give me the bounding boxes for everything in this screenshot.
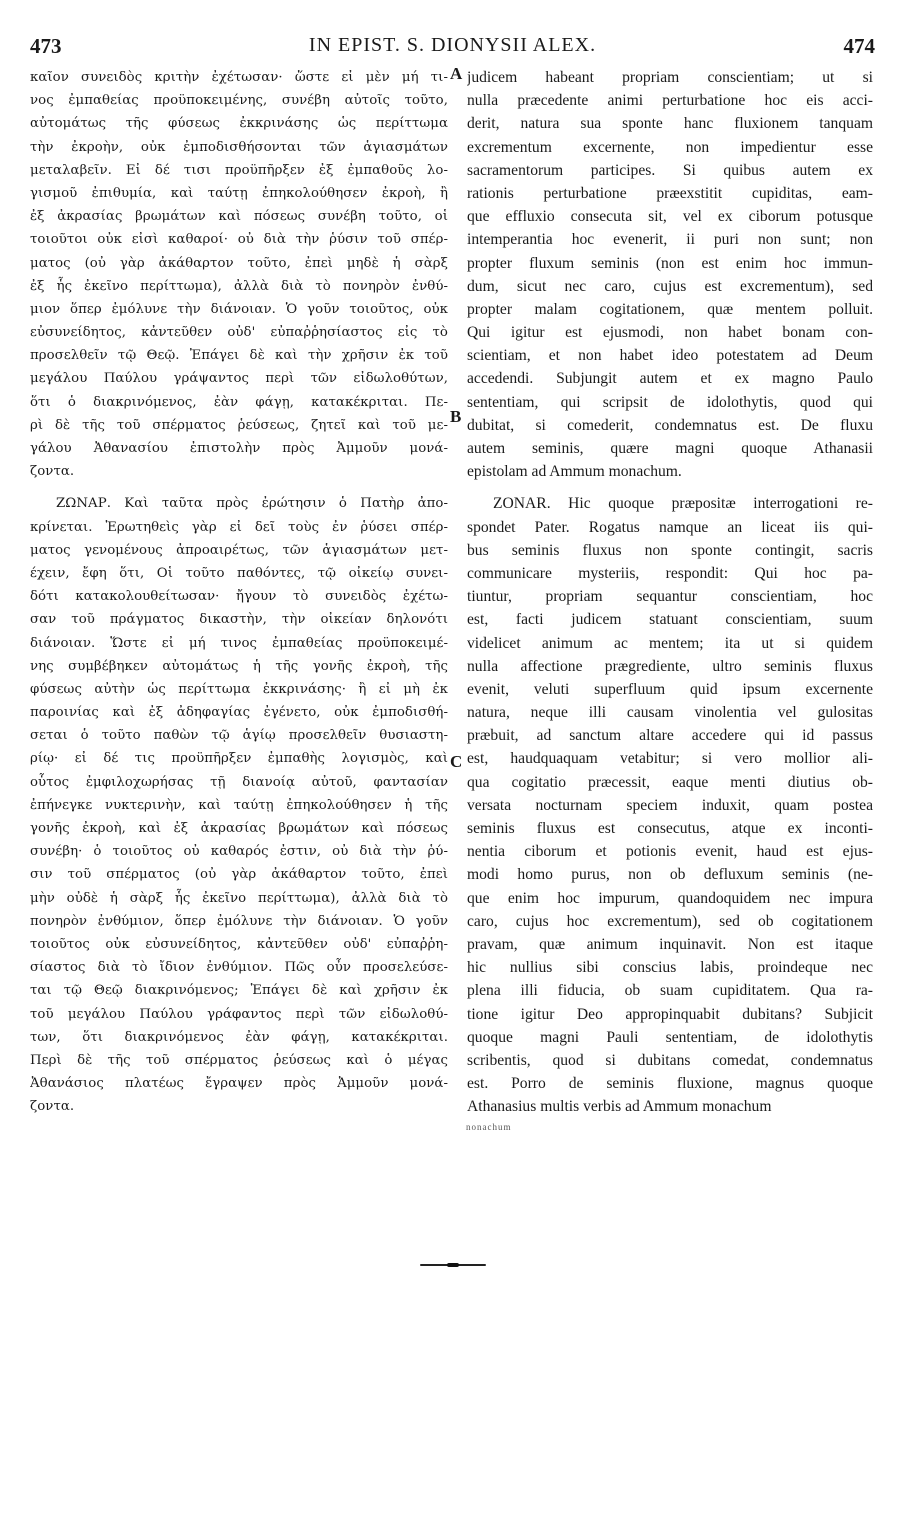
text-line: plena illi fiducia, ob suam cupiditatem. Qua ra- xyxy=(467,982,873,1000)
text-line: scribentis, quod si dubitans comedat, condemnatus xyxy=(467,1051,873,1069)
text-line: spondet Pater. Rogatus namque an liceat iis qui- xyxy=(467,518,873,536)
paragraph xyxy=(467,492,873,1118)
text-line: ρὶ δὲ τῆς τοῦ σπέρματος ῥεύσεως, ζητεῖ καὶ τοῦ με- xyxy=(30,417,448,433)
text-line: epistolam ad Ammum monachum. xyxy=(467,463,682,481)
text-line: ZONAR. Hic quoque præpositæ interrogationi re- xyxy=(493,495,873,513)
text-line: πονηρὸν ἐνθύμιον, ὅπερ ἐμόλυνε τὴν διάνοιαν. Ὁ γοῦν xyxy=(30,913,448,929)
text-line: nentia ciborum et potionis evenit, haud est ejus- xyxy=(467,843,873,861)
text-line: ματος γενομένους ἀπροαιρέτως, τῶν ἁγιασμάτων μετ- xyxy=(30,542,448,558)
text-line: est. Porro de seminis fluxione, magnus quoque xyxy=(467,1075,873,1093)
greek-column xyxy=(30,66,448,1118)
text-line: judicem habeant propriam conscientiam; ut si xyxy=(467,69,873,86)
margin-marker-a: A xyxy=(450,64,463,83)
text-line: est, facti judicem statuant conscientiam, suum xyxy=(467,611,873,629)
page-number-left: 473 xyxy=(30,34,62,58)
paragraph-gap xyxy=(467,483,873,492)
text-line: accedendi. Subjungit autem et ex magno Paulo xyxy=(467,370,873,388)
text-line: ζοντα. xyxy=(30,1099,75,1115)
text-line: προσελθεῖν τῷ Θεῷ. Ἐπάγει δὲ καὶ τὴν χρῆσιν ἐκ τοῦ xyxy=(30,348,448,364)
text-line: ἐπήνεγκε νυκτερινὴν, καὶ ταύτῃ ἐπηκολούθησεν ἡ τῆς xyxy=(30,797,448,813)
text-line: modi homo purus, non ob defluxum seminis (ne- xyxy=(467,866,873,884)
paragraph-gap xyxy=(30,483,448,492)
margin-marker-c: C xyxy=(450,752,463,771)
text-line: γονῆς ἐκροὴ, καὶ ἐξ ἀκρασίας βρωμάτων καὶ πόσεως xyxy=(30,821,448,836)
text-line: γισμοῦ ἐπιθυμία, καὶ ταύτῃ ἐπηκολούθησεν ἐκροὴ, ἢ xyxy=(30,185,448,201)
text-line: παροινίας καὶ ἐξ ἀδηφαγίας ἐγένετο, οὐκ ἐμποδισθή- xyxy=(30,705,448,721)
page-number-right: 474 xyxy=(843,34,875,58)
text-line: νης συμβέβηκεν αὐτομάτως ἡ τῆς γονῆς ἐκροὴ, τῆς xyxy=(30,658,448,674)
text-line: κρίνεται. Ἐρωτηθεὶς γὰρ εἰ δεῖ τοὺς ἐν ῥύσει σπέρ- xyxy=(30,519,448,535)
text-line: propter malam cogitationem, quæ mentem polluit. xyxy=(467,300,873,318)
text-line: versata nocturnam speciem induxit, quam postea xyxy=(467,796,873,814)
text-line: derit, natura sua sponte hanc fluxionem tanquam xyxy=(467,115,873,133)
text-line: sacramentorum participes. Si quibus autem ex xyxy=(467,161,873,179)
text-line: μὴν οὐδὲ ἡ σὰρξ ἧς ἐκεῖνο περίττωμα), ἀλλὰ διὰ τὸ xyxy=(30,890,448,906)
latin-column xyxy=(467,66,873,1118)
end-ornament xyxy=(420,1263,486,1267)
text-line: τοιοῦτοι οὐκ εἰσὶ καθαροί· οὐ διὰ τὴν ῥύσιν τοῦ σπέρ- xyxy=(30,232,448,248)
text-line: σιν τοῦ σπέρματος (οὐ γὰρ ἀκάθαρτον τοῦτο, ἐπεὶ xyxy=(30,867,448,883)
text-line: εὐσυνείδητος, κἀντεῦθεν οὐδ' εὐπαῤῥησίαστος εἰς τὸ xyxy=(30,325,448,341)
text-line: ται τῷ Θεῷ διακρινόμενος; Ἐπάγει δὲ καὶ χρῆσιν ἐκ xyxy=(30,983,448,999)
text-line: rationis perturbatione præexstitit cupiditas, eam- xyxy=(467,184,873,202)
paragraph xyxy=(467,66,873,483)
text-line: των, ὅτι διακρινόμενος ἐὰν φάγῃ, κατακέκριται. xyxy=(30,1029,448,1045)
text-line: φύσεως αὐτὴν ὡς περίττωμα ἐκκρινάσης· ἢ εἰ μὴ ἐκ xyxy=(30,681,448,697)
text-line: συνέβη· ὁ τοιοῦτος οὐ καθαρός ἐστιν, οὐ διὰ τὴν ῥύ- xyxy=(30,844,448,860)
text-line: tiuntur, propriam sequantur conscientiam, hoc xyxy=(467,588,873,606)
text-line: αὐτομάτως τῆς φύσεως ἐκκρινάσης ὡς περίττωμα xyxy=(30,116,448,132)
text-line: Qui igitur est ejusmodi, non habet bonam con- xyxy=(467,324,873,342)
paragraph xyxy=(30,492,448,1118)
text-line: οὗτος ἐμφιλοχωρήσας τῇ διανοίᾳ αὐτοῦ, φαντασίαν xyxy=(30,774,448,790)
text-line: σίαστος διὰ τὸ ἴδιον ἐνθύμιον. Πῶς οὖν προσελεύσε- xyxy=(30,960,448,976)
text-line: dubitat, si comederit, condemnatus est. De fluxu xyxy=(467,416,873,434)
text-line: ὅτι ὁ διακρινόμενος, ἐὰν φάγῃ, κατακέκριται. Πε- xyxy=(30,394,448,410)
text-line: μεταλαβεῖν. Εἰ δέ τισι προϋπῆρξεν ἐξ ἐμπαθοῦς λο- xyxy=(30,162,448,178)
text-line: evenit, veluti superfluum quid ipsum excernente xyxy=(467,680,873,698)
text-line: propter fluxum seminis (non est enim hoc immun- xyxy=(467,254,873,272)
text-line: tione igitur Deo appropinquabit dubitans? Subjicit xyxy=(467,1005,873,1023)
text-line: præbuit, ad sanctum altare accedere qui id passus xyxy=(467,727,873,745)
text-line: διάνοιαν. Ὥστε εἰ μή τινος ἐμπαθείας προϋποκειμέ- xyxy=(30,635,448,651)
text-line: σεται ὁ τοῦτο παθὼν τῷ ἁγίῳ προσελθεῖν θυσιαστη- xyxy=(30,728,448,744)
margin-marker-b: B xyxy=(450,407,462,426)
text-line: caro, cujus hoc excrementum), sed ob cogitationem xyxy=(467,912,873,930)
text-line: natura, neque illi causam vinolentia vel gulositas xyxy=(467,704,873,722)
text-line: ρίῳ· εἰ δέ τις προϋπῆρξεν ἐμπαθὴς λογισμὸς, καὶ xyxy=(30,751,448,767)
catchword: nonachum xyxy=(466,1122,512,1132)
text-line: dum, sicut nec caro, cujus est excrementum), sed xyxy=(467,277,873,295)
text-line: Athanasius multis verbis ad Ammum monachum xyxy=(467,1098,772,1116)
text-line: ματος (οὐ γὰρ ἀκάθαρτον τοῦτο, ἐπεὶ μηδὲ ἡ σὰρξ xyxy=(30,255,448,271)
text-line: ζοντα. xyxy=(30,464,75,480)
text-line: γάλου Ἀθανασίου ἐπιστολὴν πρὸς Ἀμμοῦν μονά- xyxy=(30,441,448,456)
text-line: τοιοῦτος οὐκ εὐσυνείδητος, κἀντεῦθεν οὐδ' εὐπαῤῥη- xyxy=(30,936,448,952)
text-line: μεγάλου Παύλου γράψαντος περὶ τῶν εἰδωλοθύτων, xyxy=(30,371,448,387)
text-line: autem seminis, quære magni quoque Athanasii xyxy=(467,440,873,457)
text-line: ἐξ ἧς ἐκεῖνο περίττωμα), ἀλλὰ διὰ τὸ πονηρὸν ἐνθύ- xyxy=(30,278,448,294)
text-line: communicare mysteriis, respondit: Qui hoc pa- xyxy=(467,564,873,582)
text-line: Περὶ δὲ τῆς τοῦ σπέρματος ῥεύσεως καὶ ὁ μέγας xyxy=(30,1052,448,1068)
text-line: videlicet animum ac mentem; ita ut si quidem xyxy=(467,634,873,652)
text-line: τὴν ἐκροὴν, οὐκ ἐμποδισθήσονται τῶν ἁγιασμάτων xyxy=(30,139,448,155)
text-line: ἐξ ἀκρασίας βρωμάτων καὶ πόσεως συνέβη τοῦτο, οἱ xyxy=(30,209,448,225)
text-line: bus seminis fluxus non sponte contingit, sacris xyxy=(467,541,873,559)
text-line: τοῦ μεγάλου Παύλου γράφαντος περὶ τῶν εἰδωλοθύ- xyxy=(30,1006,448,1022)
text-line: quoque magni Pauli sententiam, de idolothytis xyxy=(467,1028,873,1046)
text-line: intemperantia hoc evenerit, ii puri non sunt; non xyxy=(467,231,873,249)
running-header xyxy=(30,34,875,62)
text-line: scientiam, et non habet ideo potestatem ad Deum xyxy=(467,347,873,365)
text-line: ΖΩΝΑΡ. Καὶ ταῦτα πρὸς ἐρώτησιν ὁ Πατὴρ ἀπο- xyxy=(56,496,448,512)
text-line: hic nullius sibi conscius labis, proindeque nec xyxy=(467,959,873,977)
text-line: νος ἐμπαθείας προϋποκειμένης, συνέβη αὐτοῖς τοῦτο, xyxy=(30,93,448,109)
text-line: nulla affectione prægrediente, ultro seminis fluxus xyxy=(467,657,873,675)
text-line: Ἀθανάσιος πλατέως ἔγραψεν πρὸς Ἀμμοῦν μονά- xyxy=(30,1076,448,1092)
text-line: est, haudquaquam vetabitur; si vero mollior ali- xyxy=(467,750,873,768)
text-line: καῖον συνειδὸς κριτὴν ἐχέτωσαν· ὥστε εἰ μὲν μή τι- xyxy=(30,70,448,85)
paragraph xyxy=(30,66,448,483)
text-line: pravam, quæ animum inquinavit. Non est itaque xyxy=(467,935,873,953)
text-line: seminis fluxus est consecutus, atque ex inconti- xyxy=(467,820,873,837)
text-line: excrementum excernente, non impedientur esse xyxy=(467,138,873,156)
text-line: δότι κατακολουθείτωσαν· ἤγουν τὸ συνειδὸς ἐχέτω- xyxy=(30,589,448,605)
text-line: nulla præcedente animi perturbatione hoc eis acci- xyxy=(467,92,873,110)
text-line: σαν τοῦ πράγματος δικαστὴν, τὴν οἰκείαν δηλονότι xyxy=(30,612,448,628)
text-line: μιον ὅπερ ἐμόλυνε τὴν διάνοιαν. Ὁ γοῦν τοιοῦτος, οὐκ xyxy=(30,301,448,317)
text-line: que enim hoc impurum, quandoquidem nec impura xyxy=(467,889,873,907)
text-line: qua cogitatio præcessit, eaque menti diutius ob- xyxy=(467,773,873,791)
text-line: que effluxio consecuta sit, vel ex ciborum potusque xyxy=(467,208,873,226)
text-line: sententiam, qui scripsit de idolothytis, quod qui xyxy=(467,393,873,411)
text-line: έχειν, ἔφη ὅτι, Οἱ τοῦτο παθόντες, τῷ οἰκείῳ συνει- xyxy=(30,565,448,581)
running-title: IN EPIST. S. DIONYSII ALEX. xyxy=(308,34,597,56)
